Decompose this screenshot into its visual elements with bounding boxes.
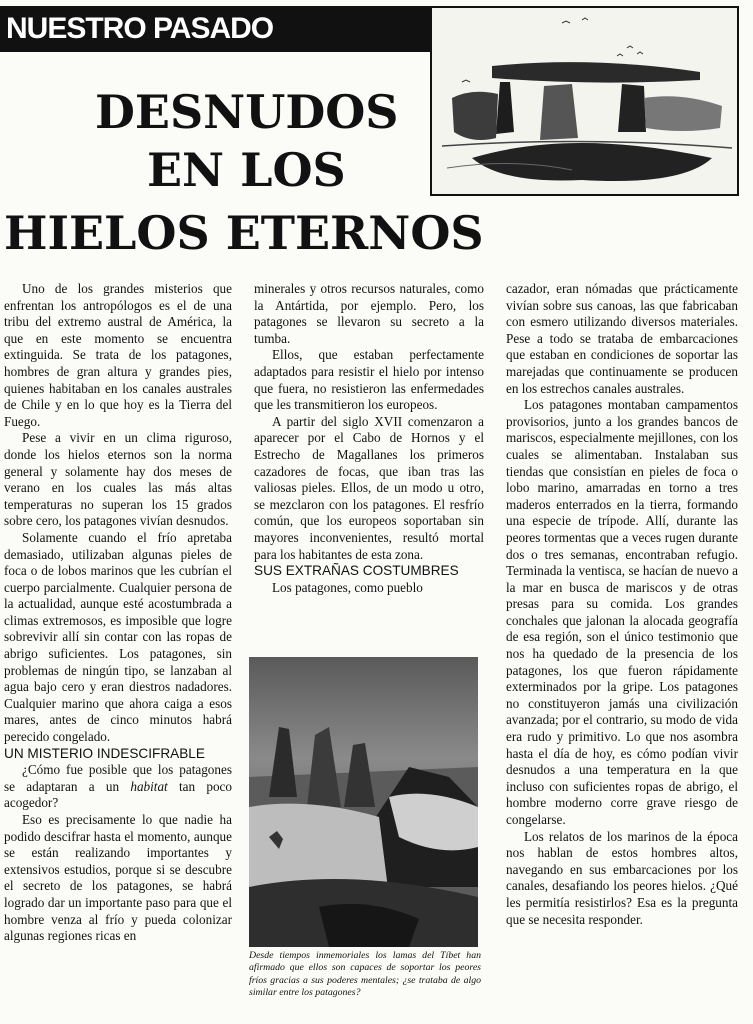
- paragraph: minerales y otros recursos naturales, como la Antártida, por ejemplo. Pero, los patagones se llevaron su secreto a la tumba.: [254, 281, 484, 346]
- paragraph: Solamente cuando el frío apretaba demasiado, utilizaban algunas pieles de foca o de lobos marinos que les cubrían el cuerpo parcialmente. Cualquier persona de la actualidad, aunque esté acostumbrada a climas extremosos, es imposible que logre sobrevivir allí sin contar con las ropas de abrigo suficientes. Los patagones, sin problemas de ningún tipo, se lanzaban al agua bajo cero y eran diestros nadadores. Cualquier marino que ahora caiga a esos mares, antes de cinco minutos habrá perecido congelado.: [4, 529, 232, 745]
- headline-line-2: EN LOS: [147, 143, 346, 197]
- paragraph: Eso es precisamente lo que nadie ha podido descifrar hasta el momento, aunque se están realizando importantes y extensivos estudios, porque si se descubre el secreto de los patagones, se habrá logrado dar un importante paso para que el hombre venza al frío y pueda colonizar algunas regiones ricas en: [4, 812, 232, 944]
- article-column-2: [254, 281, 484, 596]
- paragraph: Uno de los grandes misterios que enfrentan los antropólogos es el de una tribu del extremo austral de América, la que en este momento se encuentra extinguida. Se trata de los patagones, hombres de gran altura y grandes pies, quienes habitaban en los canales australes de Chile y en lo que hoy es la Tierra del Fuego.: [4, 281, 232, 429]
- text-run: ¿Cómo fue posible que los patagones se adaptaran a un: [4, 762, 232, 794]
- paragraph: Pese a vivir en un clima riguroso, donde los hielos eternos son la norma general y solamente hay dos meses de verano en los cuales las más altas temperaturas no superan los 15 grados sobre cero, los patagones vivían desnudos.: [4, 430, 232, 529]
- paragraph: A partir del siglo XVII comenzaron a aparecer por el Cabo de Hornos y el Estrecho de Magallanes los primeros cazadores de focas, que iban tras las valiosas pieles. Ellos, de un modo u otro, se mezclaron con los patagones. El resfrío común, que los europeos soportaban sin mayores inconvenientes, resultó mortal para los habitantes de esta zona.: [254, 413, 484, 562]
- paragraph: [4, 762, 232, 812]
- paragraph: cazador, eran nómadas que prácticamente vivían sobre sus canoas, las que fabricaban con esmero utilizando diversos materiales. Pese a todo se trataba de embarcaciones que estaban en condiciones de soportar las marejadas que continuamente se producen en los estrechos canales australes.: [506, 281, 738, 396]
- text-run: tan poco acogedor?: [4, 778, 232, 811]
- paragraph: Ellos, que estaban perfectamente adaptados para resistir el hielo por intenso que fuera, no resistieron las enfermedades que les transmitieron los europeos.: [254, 347, 484, 413]
- italic-term: habitat: [130, 778, 168, 794]
- subheading-misterio: UN MISTERIO INDESCIFRABLE: [4, 745, 205, 761]
- headline-line-1: DESNUDOS: [95, 85, 399, 139]
- article-column-1: [4, 281, 232, 945]
- dolmen-illustration: [430, 6, 739, 196]
- section-banner: [0, 6, 430, 52]
- subheading-costumbres: SUS EXTRAÑAS COSTUMBRES: [254, 563, 459, 579]
- paragraph: Los relatos de los marinos de la época nos hablan de estos hombres altos, navegando en sus embarcaciones por los canales, desafiando los peores hielos. ¿Qué les permitía resistirlos? Esa es la pregunta que se necesita responder.: [506, 828, 738, 927]
- article-column-3: [506, 281, 738, 928]
- paragraph: Los patagones montaban campamentos provisorios, junto a los grandes bancos de mariscos, especialmente mejillones, con los cuales se alimentaban. Instalaban sus tiendas que consistían en pieles de foca o lobo marino, amarradas en torno a tres maderos enterrados en la tierra, formando una especie de trípode. Allí, durante las peores tormentas que a veces rugen durante dos o tres semanas, encontraban refugio. Terminada la ventisca, se hacían de nuevo a la mar en busca de mariscos y de otras presas para su comida. Los grandes conchales que jalonan la alocada geografía de esa región, son el único testimonio que nos ha quedado de la presencia de los patagones, los que fueron rápidamente exterminados por la gripe. Los patagones no constituyeron jamás una civilización avanzada; por el contrario, su modo de vida era rudo y primitivo. Lo que nos asombra hasta el día de hoy, es cómo podían vivir desnudos a una temperatura en la que incluso con suficientes ropas de abrigo, el hombre moderno corre grave riesgo de congelarse.: [506, 397, 738, 827]
- headline-line-3: HIELOS ETERNOS: [4, 206, 484, 260]
- mountain-peaks-drawing: [249, 657, 478, 947]
- photo-caption: Desde tiempos inmemoriales los lamas del Tíbet han afirmado que ellos son capaces de soportar los peores fríos gracias a sus poderes mentales; ¿se trataba de algo similar entre los patagones?: [249, 950, 481, 999]
- paragraph: Los patagones, como pueblo: [272, 579, 423, 595]
- dolmen-drawing: [432, 8, 737, 194]
- section-banner-text: NUESTRO PASADO: [6, 12, 274, 45]
- mountain-peaks-photo: [249, 657, 478, 947]
